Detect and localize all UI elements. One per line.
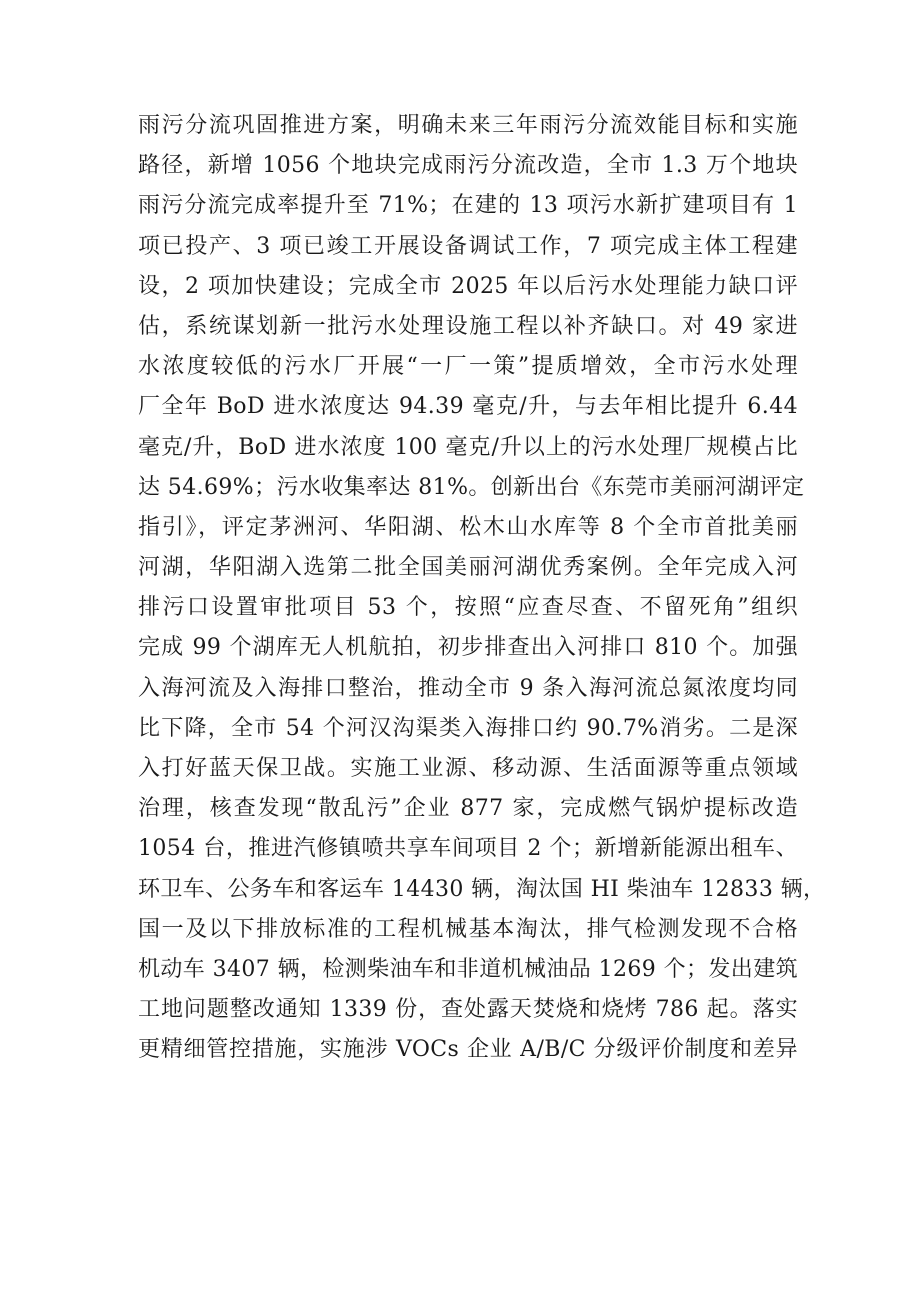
paragraph-line: 项已投产、3 项已竣工开展设备调试工作，7 项完成主体工程建 (138, 233, 798, 259)
paragraph-line: 治理，核查发现“散乱污”企业 877 家，完成燃气锅炉提标改造 (138, 796, 798, 822)
paragraph-line: 更精细管控措施，实施涉 VOCs 企业 A/B/C 分级评价制度和差异 (138, 1037, 798, 1063)
paragraph-line: 入海河流及入海排口整治，推动全市 9 条入海河流总氮浓度均同 (138, 675, 798, 701)
paragraph-line: 路径，新增 1056 个地块完成雨污分流改造，全市 1.3 万个地块 (138, 153, 798, 179)
paragraph-line: 估，系统谋划新一批污水处理设施工程以补齐缺口。对 49 家进 (138, 313, 798, 339)
paragraph-line: 完成 99 个湖库无人机航拍，初步排查出入河排口 810 个。加强 (138, 635, 798, 661)
paragraph-line: 环卫车、公务车和客运车 14430 辆，淘汰国 HI 柴油车 12833 辆， (138, 876, 826, 902)
paragraph-line: 设，2 项加快建设；完成全市 2025 年以后污水处理能力缺口评 (138, 273, 798, 299)
paragraph-line: 入打好蓝天保卫战。实施工业源、移动源、生活面源等重点领域 (138, 756, 798, 781)
paragraph-line: 指引》，评定茅洲河、华阳湖、松木山水库等 8 个全市首批美丽 (138, 514, 798, 540)
paragraph-line: 雨污分流完成率提升至 71%；在建的 13 项污水新扩建项目有 1 (138, 193, 798, 219)
paragraph-line: 河湖，华阳湖入选第二批全国美丽河湖优秀案例。全年完成入河 (138, 555, 798, 581)
paragraph-line: 比下降，全市 54 个河汉沟渠类入海排口约 90.7%消劣。二是深 (138, 715, 798, 741)
paragraph-line: 机动车 3407 辆，检测柴油车和非道机械油品 1269 个；发出建筑 (138, 956, 798, 982)
paragraph-line: 排污口设置审批项目 53 个，按照“应查尽查、不留死角”组织 (138, 595, 798, 621)
paragraph-line: 1054 台，推进汽修镇喷共享车间项目 2 个；新增新能源出租车、 (138, 836, 798, 862)
paragraph-line: 毫克/升，BoD 进水浓度 100 毫克/升以上的污水处理厂规模占比 (138, 434, 798, 460)
paragraph-line: 国一及以下排放标准的工程机械基本淘汰，排气检测发现不合格 (138, 916, 798, 942)
paragraph-line: 工地问题整改通知 1339 份，查处露天焚烧和烧烤 786 起。落实 (138, 997, 798, 1023)
paragraph-line: 雨污分流巩固推进方案，明确未来三年雨污分流效能目标和实施 (138, 113, 798, 138)
paragraph-line: 达 54.69%；污水收集率达 81%。创新出台《东莞市美丽河湖评定 (138, 474, 805, 500)
paragraph-line: 水浓度较低的污水厂开展“一厂一策”提质增效，全市污水处理 (138, 354, 798, 380)
body-paragraph (138, 106, 826, 1071)
paragraph-line: 厂全年 BoD 进水浓度达 94.39 毫克/升，与去年相比提升 6.44 (138, 394, 798, 420)
